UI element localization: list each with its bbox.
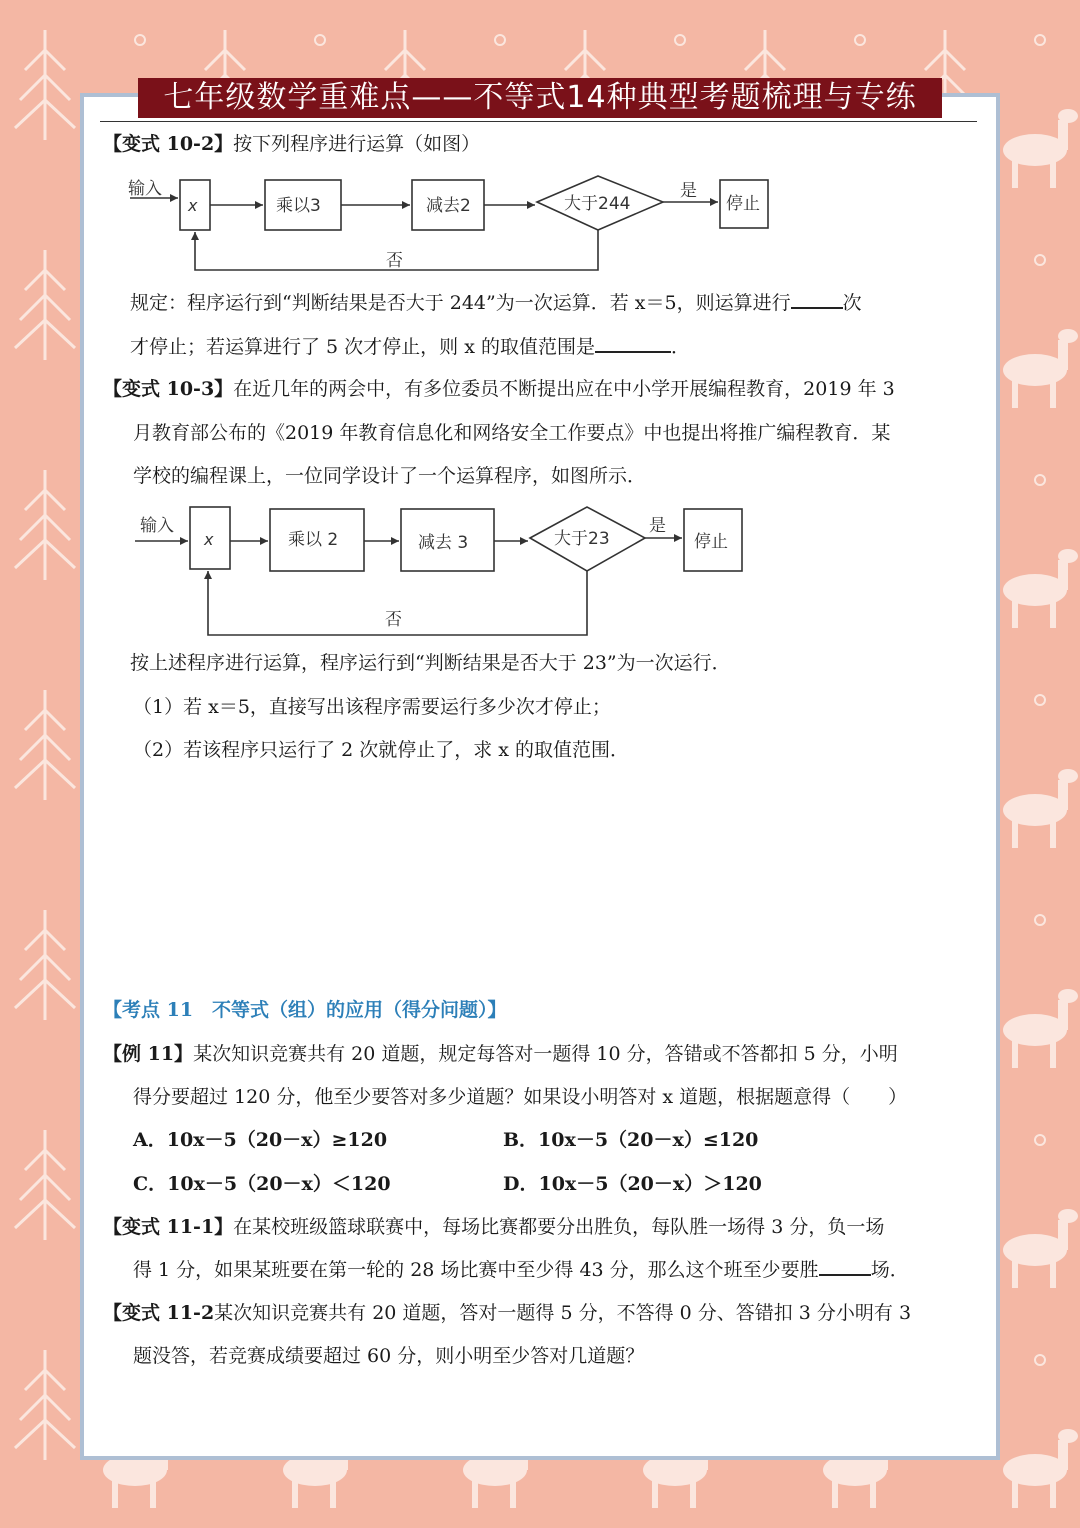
answer-blank[interactable]	[819, 1256, 871, 1276]
v11-1-l1: 在某校班级篮球联赛中，每场比赛都要分出胜负，每队胜一场得 3 分，负一场	[233, 1216, 885, 1238]
flow-cond-label: 大于23	[554, 529, 610, 549]
title-rule	[100, 121, 977, 122]
flow-stop-label: 停止	[694, 532, 728, 552]
v11-1-l2: 得 1 分，如果某班要在第一轮的 28 场比赛中至少得 43 分，那么这个班至少要胜	[133, 1259, 819, 1281]
v11-1-tag: 【变式 11-1】	[103, 1216, 234, 1238]
flow-op1-label: 乘以 2	[288, 530, 339, 550]
ex11-line2: 得分要超过 120 分，他至少要答对多少道题？如果设小明答对 x 道题，根据题意得（ ）	[133, 1086, 908, 1108]
page-title: 七年级数学重难点——不等式14种典型考题梳理与专练	[138, 78, 942, 118]
v11-2-line2: 题没答，若竞赛成绩要超过 60 分，则小明至少答对几道题？	[133, 1345, 645, 1367]
flow-op1-label: 乘以3	[276, 196, 321, 216]
v10-3-l1: 在近几年的两会中，有多位委员不断提出应在中小学开展编程教育，2019 年 3	[233, 378, 895, 400]
ex11-l1: 某次知识竞赛共有 20 道题，规定每答对一题得 10 分，答错或不答都扣 5 分，小明	[193, 1043, 898, 1065]
flow-no-label: 否	[385, 610, 402, 630]
v11-1-l2-end: 场．	[870, 1259, 909, 1281]
flow-x-label: x	[188, 196, 198, 215]
ex11-tag: 【例 11】	[103, 1043, 194, 1065]
v10-2-line1	[130, 288, 862, 318]
ex11-option-b[interactable]: B．10x－5（20－x）≤120	[503, 1129, 759, 1151]
v11-2-l1: 某次知识竞赛共有 20 道题，答对一题得 5 分，不答得 0 分、答错扣 3 分小明有 3	[214, 1302, 912, 1324]
flow-yes-label: 是	[680, 181, 697, 201]
ex11-option-a[interactable]: A．10x－5（20－x）≥120	[133, 1129, 388, 1151]
answer-blank[interactable]	[595, 333, 671, 353]
flow-x-label: x	[204, 530, 214, 549]
flow-input-label: 输入	[128, 179, 162, 199]
flowchart-10-3	[130, 505, 760, 640]
v10-2-line2-end: ．	[670, 336, 690, 358]
flow-no-label: 否	[386, 251, 403, 271]
v10-3-q1: （1）若 x＝5，直接写出该程序需要运行多少次才停止；	[133, 696, 611, 718]
flow-op2-label: 减去2	[426, 196, 471, 216]
v10-3-q2: （2）若该程序只运行了 2 次就停止了，求 x 的取值范围．	[133, 739, 630, 761]
flowchart-10-2	[120, 168, 780, 278]
v10-2-line1-text: 规定：程序运行到“判断结果是否大于 244”为一次运算．若 x＝5，则运算进行	[130, 292, 791, 314]
v10-2-intro: 按下列程序进行运算（如图）	[233, 133, 481, 155]
v10-3-line3: 学校的编程课上，一位同学设计了一个运算程序，如图所示．	[133, 465, 647, 487]
v10-2-intro-line	[103, 129, 480, 159]
ex11-option-c[interactable]: C．10x－5（20－x）＜120	[133, 1173, 391, 1195]
v10-3-tag: 【变式 10-3】	[103, 378, 234, 400]
answer-blank[interactable]	[791, 289, 843, 309]
v11-2-tag: 【变式 11-2	[103, 1302, 215, 1324]
ex11-line1	[103, 1039, 898, 1069]
v10-3-line2: 月教育部公布的《2019 年教育信息化和网络安全工作要点》中也提出将推广编程教育．某	[133, 422, 891, 444]
v10-2-line2	[130, 332, 690, 362]
kaodian-11-heading: 【考点 11 不等式（组）的应用（得分问题）】	[103, 999, 507, 1021]
v11-2-line1	[103, 1298, 911, 1328]
flow-cond-label: 大于244	[564, 194, 631, 214]
v10-3-rule: 按上述程序进行运算，程序运行到“判断结果是否大于 23”为一次运行．	[130, 652, 731, 674]
v10-2-tag: 【变式 10-2】	[103, 133, 234, 155]
v10-2-line2-text: 才停止；若运算进行了 5 次才停止，则 x 的取值范围是	[130, 336, 595, 358]
ex11-option-d[interactable]: D．10x－5（20－x）＞120	[503, 1173, 762, 1195]
v10-3-line1	[103, 374, 895, 404]
v10-2-line1-end: 次	[842, 292, 862, 314]
flow-stop-label: 停止	[726, 194, 760, 214]
v11-1-line1	[103, 1212, 884, 1242]
flow-op2-label: 减去 3	[418, 533, 469, 553]
flow-yes-label: 是	[649, 516, 666, 536]
flow-input-label: 输入	[140, 516, 174, 536]
v11-1-line2	[133, 1255, 909, 1285]
